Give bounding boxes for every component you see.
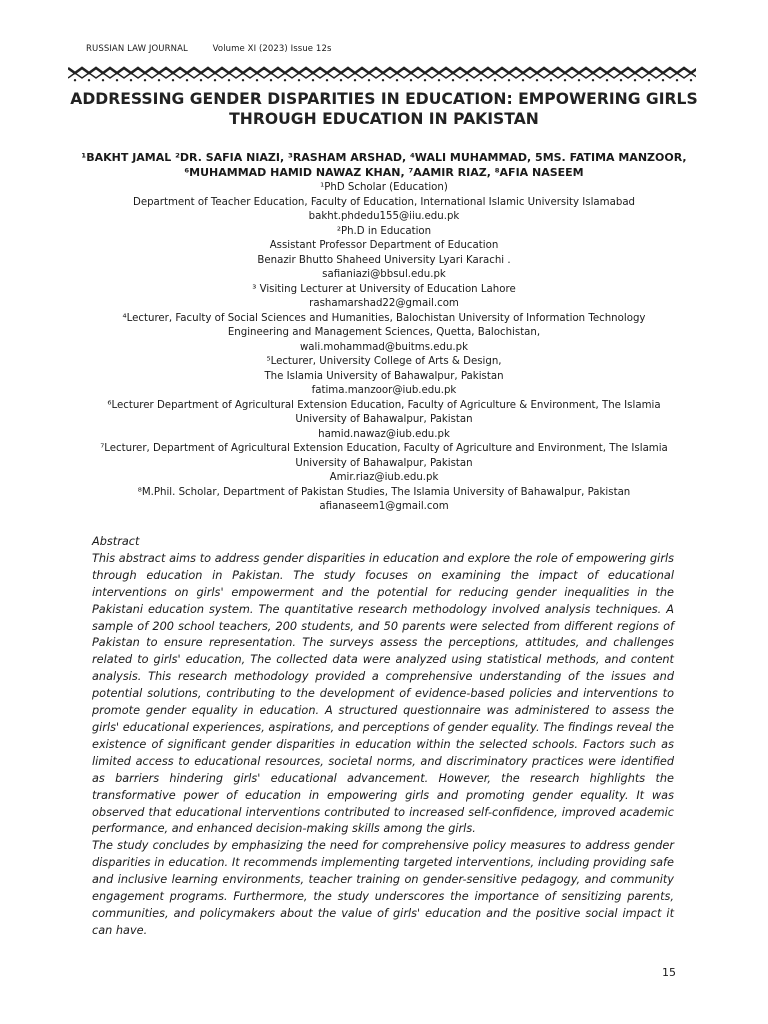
ornament-dot: [494, 79, 496, 81]
ornament-dot: [396, 79, 398, 81]
journal-volume: Volume XI (2023) Issue 12s: [212, 44, 332, 54]
affiliation-line: ⁴Lecturer, Faculty of Social Sciences and Humanities, Balochistan University of Information Technology: [122, 312, 646, 324]
affiliation-email: fatima.manzoor@iub.edu.pk: [311, 385, 457, 396]
affiliation-line: ³ Visiting Lecturer at University of Education Lahore: [252, 283, 516, 295]
ornament-dot: [130, 79, 132, 81]
affiliation-line: ⁵Lecturer, University College of Arts & Design,: [266, 356, 502, 367]
ornament-dot: [144, 79, 146, 81]
affiliation-line: University of Bahawalpur, Pakistan: [295, 414, 473, 425]
ornament-dot: [690, 79, 692, 81]
abstract-paragraph: This abstract aims to address gender disparities in education and explore the role of empowering girls through education in Pakistan. The study focuses on examining the impact of educational interventions on girls' empowerment and the potential for reducing gender inequalities in the Pakistani education system. The quantitative research methodology involved analysis techniques. A sample of 200 school teachers, 200 students, and 50 parents were selected from different regions of Pakistan to ensure representation. The surveys assess the perceptions, attitudes, and challenges related to girls' education, The collected data were analyzed using statistical methods, and content analysis. This research methodology provided a comprehensive understanding of the issues and potential solutions, contributing to the development of evidence-based policies and interventions to promote gender equality in education. A structured questionnaire was administered to assess the girls' educational experiences, aspirations, and perceptions of gender equality. The findings reveal the existence of significant gender disparities in education within the selected schools. Factors such as limited access to educational resources, societal norms, and discriminatory practices were identified as barriers hindering girls' educational advancement. However, the research highlights the transformative power of education in empowering girls and promoting gender equality. It was observed that educational interventions contributed to increased self-confidence, improved academic performance, and enhanced decision-making skills among the girls.: [92, 551, 674, 836]
ornament-dot: [368, 79, 370, 81]
author-line: ⁶MUHAMMAD HAMID NAWAZ KHAN, ⁷AAMIR RIAZ, ⁸AFIA NASEEM: [184, 166, 584, 179]
ornament-dot: [550, 79, 552, 81]
ornament-dot: [74, 79, 76, 81]
abstract-section: [92, 534, 674, 940]
ornament-dot: [410, 79, 412, 81]
affiliation-email: Amir.riaz@iub.edu.pk: [329, 472, 439, 483]
affiliation-email: wali.mohammad@buitms.edu.pk: [299, 341, 469, 353]
journal-name: RUSSIAN LAW JOURNAL: [86, 44, 188, 54]
ornament-dot: [480, 79, 482, 81]
title-line: THROUGH EDUCATION IN PAKISTAN: [229, 110, 539, 128]
paper-title: [60, 89, 708, 129]
affiliation-line: ⁷Lecturer, Department of Agricultural Extension Education, Faculty of Agriculture and Environment, The Islamia: [100, 443, 668, 454]
ornament-dot: [592, 79, 594, 81]
ornament-dot: [662, 79, 664, 81]
affiliations: [60, 181, 708, 515]
ornament-dot: [676, 79, 678, 81]
ornament-dot: [452, 79, 454, 81]
affiliation-line: University of Bahawalpur, Pakistan: [295, 457, 473, 469]
ornament-dot: [116, 79, 118, 81]
affiliation-line: Benazir Bhutto Shaheed University Lyari Karachi .: [257, 254, 511, 266]
abstract-heading: Abstract: [92, 535, 140, 548]
ornament-dot: [578, 79, 580, 81]
ornament-dot: [438, 79, 440, 81]
ornament-dot: [634, 79, 636, 81]
affiliation-line: Engineering and Management Sciences, Quetta, Balochistan,: [227, 327, 541, 338]
ornament-dot: [508, 79, 510, 81]
affiliation-line: Department of Teacher Education, Faculty of Education, International Islamic University Islamabad: [132, 196, 636, 208]
affiliation-email: hamid.nawaz@iub.edu.pk: [318, 428, 450, 440]
ornament-dot: [88, 79, 90, 81]
affiliation-email: rashamarshad22@gmail.com: [309, 298, 459, 309]
ornament-dot: [228, 79, 230, 81]
ornament-dot: [340, 79, 342, 81]
affiliation-line: The Islamia University of Bahawalpur, Pakistan: [264, 370, 504, 382]
ornament-dot: [620, 79, 622, 81]
decorative-border: [68, 64, 696, 82]
ornament-dot: [158, 79, 160, 81]
ornament-dot: [564, 79, 566, 81]
author-line: ¹BAKHT JAMAL ²DR. SAFIA NIAZI, ³RASHAM ARSHAD, ⁴WALI MUHAMMAD, 5MS. FATIMA MANZOOR,: [81, 151, 687, 164]
affiliation-line: ⁶Lecturer Department of Agricultural Extension Education, Faculty of Agriculture & Environment, The Islamia: [107, 399, 661, 411]
ornament-dot: [354, 79, 356, 81]
ornament-dot: [326, 79, 328, 81]
abstract-paragraph: The study concludes by emphasizing the need for comprehensive policy measures to address gender disparities in education. It recommends implementing targeted interventions, including providing safe and inclusive learning environments, teacher training on gender-sensitive pedagogy, and community engagement programs. Furthermore, the study underscores the importance of sensitizing parents, communities, and policymakers about the value of girls' education and the positive social impact it can have.: [92, 839, 674, 937]
ornament-dot: [256, 79, 258, 81]
ornament-dot: [522, 79, 524, 81]
ornament-dot: [382, 79, 384, 81]
affiliation-email: bakht.phdedu155@iiu.edu.pk: [308, 211, 460, 222]
page-number: 15: [662, 966, 676, 979]
ornament-dot: [466, 79, 468, 81]
affiliation-line: ¹PhD Scholar (Education): [320, 182, 448, 193]
ornament-dot: [648, 79, 650, 81]
ornament-dot: [536, 79, 538, 81]
ornament-dot: [214, 79, 216, 81]
affiliation-line: ⁸M.Phil. Scholar, Department of Pakistan Studies, The Islamia University of Bahawalpur, Pakistan: [137, 486, 631, 498]
affiliation-email: afianaseem1@gmail.com: [319, 501, 449, 512]
ornament-dot: [102, 79, 104, 81]
ornament-dot: [284, 79, 286, 81]
ornament-dot: [606, 79, 608, 81]
ornament-dot: [270, 79, 272, 81]
ornament-dot: [200, 79, 202, 81]
ornament-dot: [186, 79, 188, 81]
ornament-dot: [172, 79, 174, 81]
author-list: [60, 150, 708, 180]
title-line: ADDRESSING GENDER DISPARITIES IN EDUCATION: EMPOWERING GIRLS: [70, 90, 698, 108]
affiliation-email: safianiazi@bbsul.edu.pk: [322, 269, 446, 280]
ornament-dot: [312, 79, 314, 81]
ornament-dot: [424, 79, 426, 81]
ornament-dot: [242, 79, 244, 81]
affiliation-line: ²Ph.D in Education: [336, 225, 432, 237]
affiliation-line: Assistant Professor Department of Education: [269, 240, 499, 251]
running-header: [86, 44, 331, 54]
ornament-dot: [298, 79, 300, 81]
